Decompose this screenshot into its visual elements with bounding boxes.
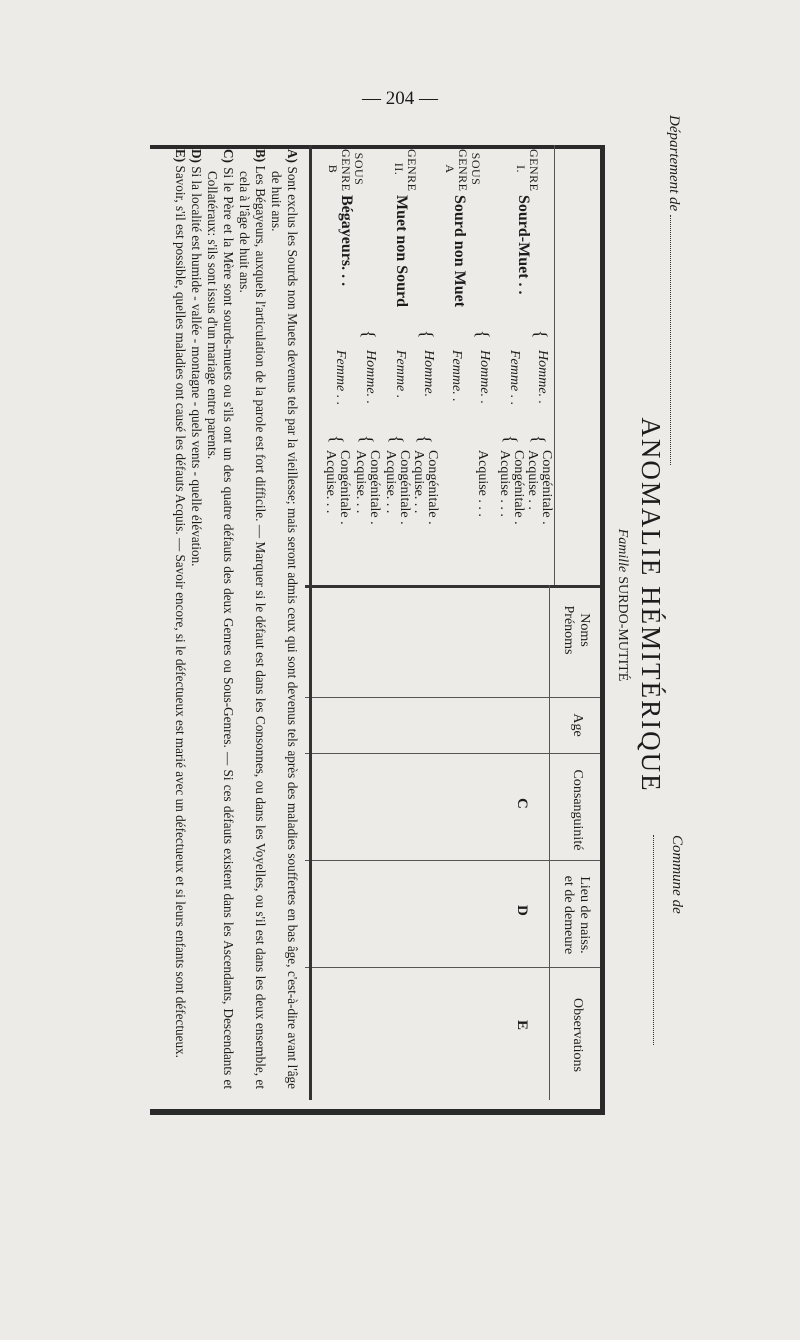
g1-f-congenitale: Congénitale .	[511, 450, 526, 525]
genre1-title: Sourd-Muet . .	[515, 195, 532, 295]
genre2-label	[392, 149, 419, 192]
sous-genre-a-title: Sourd non Muet	[451, 195, 468, 308]
sous-genre-b-title: Bégayeurs. . .	[338, 195, 355, 287]
col-header-age: Age	[570, 713, 585, 737]
brace-b-h: {	[357, 435, 377, 444]
genre2-word: GENRE	[405, 149, 419, 192]
b-h-congenitale: Congénitale .	[367, 450, 382, 525]
famille-value: SURDO-MUTITÉ	[615, 576, 630, 682]
departement-label: Département de	[666, 115, 682, 212]
note-b-key: B)	[253, 149, 268, 163]
brace-g1: {	[531, 330, 551, 339]
note-d-text: Si la localité est humide - vallée - montagne - quels vents - quelle élévation.	[189, 166, 204, 567]
label-header-rule	[554, 145, 555, 585]
brace-g2-h: {	[415, 435, 435, 444]
brace-g1-h: {	[529, 435, 549, 444]
col-header-consanguinite: Consanguinité	[570, 769, 585, 851]
note-a-text: Sont exclus les Sourds non Muets devenus tels par la vieillesse; mais seront admis ceux qui sont devenus tels après des maladies souffertes en bas âge, c'est-à-dire avant l'âge de huit ans.	[269, 166, 300, 1090]
commune-label: Commune de	[669, 835, 685, 914]
brace-b: {	[359, 330, 379, 339]
rotated-form-sheet	[100, 105, 700, 1105]
g1-f-acquise: Acquise . . .	[497, 450, 512, 517]
sous-genre-a-word2: GENRE	[456, 149, 470, 192]
g1-h-acquise: Acquise . .	[525, 450, 540, 510]
brace-a: {	[473, 330, 493, 339]
g2-femme: Femme .	[393, 350, 408, 399]
col-divider-left	[305, 585, 600, 588]
b-f-acquise: Acquise. . .	[323, 450, 338, 514]
genre2-num: II.	[392, 162, 406, 176]
genre1-word: GENRE	[527, 149, 541, 192]
departement-blank	[670, 215, 685, 465]
famille-label: Famille	[615, 528, 630, 573]
note-d-key: D)	[189, 149, 204, 163]
brace-g1-f: {	[501, 435, 521, 444]
brace-b-f: {	[327, 435, 347, 444]
note-c	[204, 149, 236, 1089]
b-femme: Femme . .	[333, 350, 348, 406]
lieu-line1: Lieu de naiss.	[577, 876, 592, 954]
lieu-line2: et de demeure	[561, 875, 576, 955]
g1-femme: Femme . .	[507, 350, 522, 406]
note-e-text: Savoir, s'il est possible, quelles maladies ont causé les défauts Acquis. — Savoir encore, si le défectueux est marié avec un défectueux et si leurs enfants sont défectueux.	[173, 165, 188, 1058]
sous-genre-a-letter: A	[443, 164, 457, 174]
col-header-lieu	[560, 865, 592, 965]
genre1-num: I.	[514, 165, 528, 173]
a-h-acquise: Acquise . . .	[475, 450, 490, 517]
col-header-noms	[560, 595, 592, 665]
col-divider-lieu	[305, 860, 600, 861]
col-letter-e: E	[514, 1020, 530, 1031]
header-rule	[549, 585, 550, 1100]
g2-f-congenitale: Congénitale .	[397, 450, 412, 525]
page-title: ANOMALIE HÉMITÉRIQUE	[636, 417, 666, 793]
a-homme: Homme. .	[477, 350, 492, 405]
prenoms-label: Prénoms	[561, 605, 576, 655]
sous-genre-a-label	[443, 149, 483, 192]
sous-genre-b-word1: SOUS	[352, 152, 366, 186]
col-letter-c: C	[514, 798, 530, 809]
g2-f-acquise: Acquise. . .	[383, 450, 398, 514]
g2-homme: Homme.	[421, 350, 436, 398]
b-homme: Homme. .	[363, 350, 378, 405]
sous-genre-b-label	[326, 149, 366, 192]
b-f-congenitale: Congénitale .	[337, 450, 352, 525]
genre2-title: Muet non Sourd	[393, 195, 410, 308]
departement-field	[665, 115, 685, 465]
g2-h-congenitale: Congénitale .	[425, 450, 440, 525]
subtitle	[614, 105, 630, 1105]
note-e-key: E)	[173, 149, 188, 163]
g1-h-congenitale: Congénitale .	[539, 450, 554, 525]
col-divider-age	[305, 697, 600, 698]
brace-g2-f: {	[387, 435, 407, 444]
b-h-acquise: Acquise. . .	[353, 450, 368, 514]
sous-genre-b-letter: B	[326, 164, 340, 174]
footnotes	[172, 149, 300, 1089]
page-number: — 204 —	[362, 88, 438, 109]
note-a	[268, 149, 300, 1089]
g1-homme: Homme. .	[535, 350, 550, 405]
genre1-label	[514, 149, 541, 192]
noms-label: Noms	[577, 613, 592, 647]
col-divider-consang	[305, 753, 600, 754]
note-d	[188, 149, 204, 1089]
brace-g2: {	[417, 330, 437, 339]
g2-h-acquise: Acquise. . .	[411, 450, 426, 514]
note-b-text: Les Bégayeurs, auxquels l'articulation de la parole est fort difficile. — Marquer si le défaut est dans les Consonnes, ou dans les Voyelles, ou s'il est dans les deux ensemble, et cela à l'âge de huit ans.	[237, 165, 268, 1090]
sous-genre-b-word2: GENRE	[339, 149, 353, 192]
note-c-key: C)	[221, 149, 236, 163]
col-divider-obs	[305, 967, 600, 968]
note-b	[236, 149, 268, 1089]
note-c-text: Si le Père et la Mère sont sourds-muets ou s'ils ont un des quatre défauts des deux Genres ou Sous-Genres. — Si ces défauts existent dans les Ascendants, Descendants et Collatéraux: s'ils sont issus d'un mariage entre parents.	[205, 167, 236, 1089]
note-e	[172, 149, 188, 1089]
col-letter-d: D	[514, 905, 530, 916]
note-a-key: A)	[285, 149, 300, 163]
sous-genre-a-word1: SOUS	[469, 152, 483, 186]
a-femme: Femme. .	[449, 350, 464, 402]
col-header-observations: Observations	[570, 998, 585, 1072]
table-bottom-rule	[309, 145, 312, 1100]
